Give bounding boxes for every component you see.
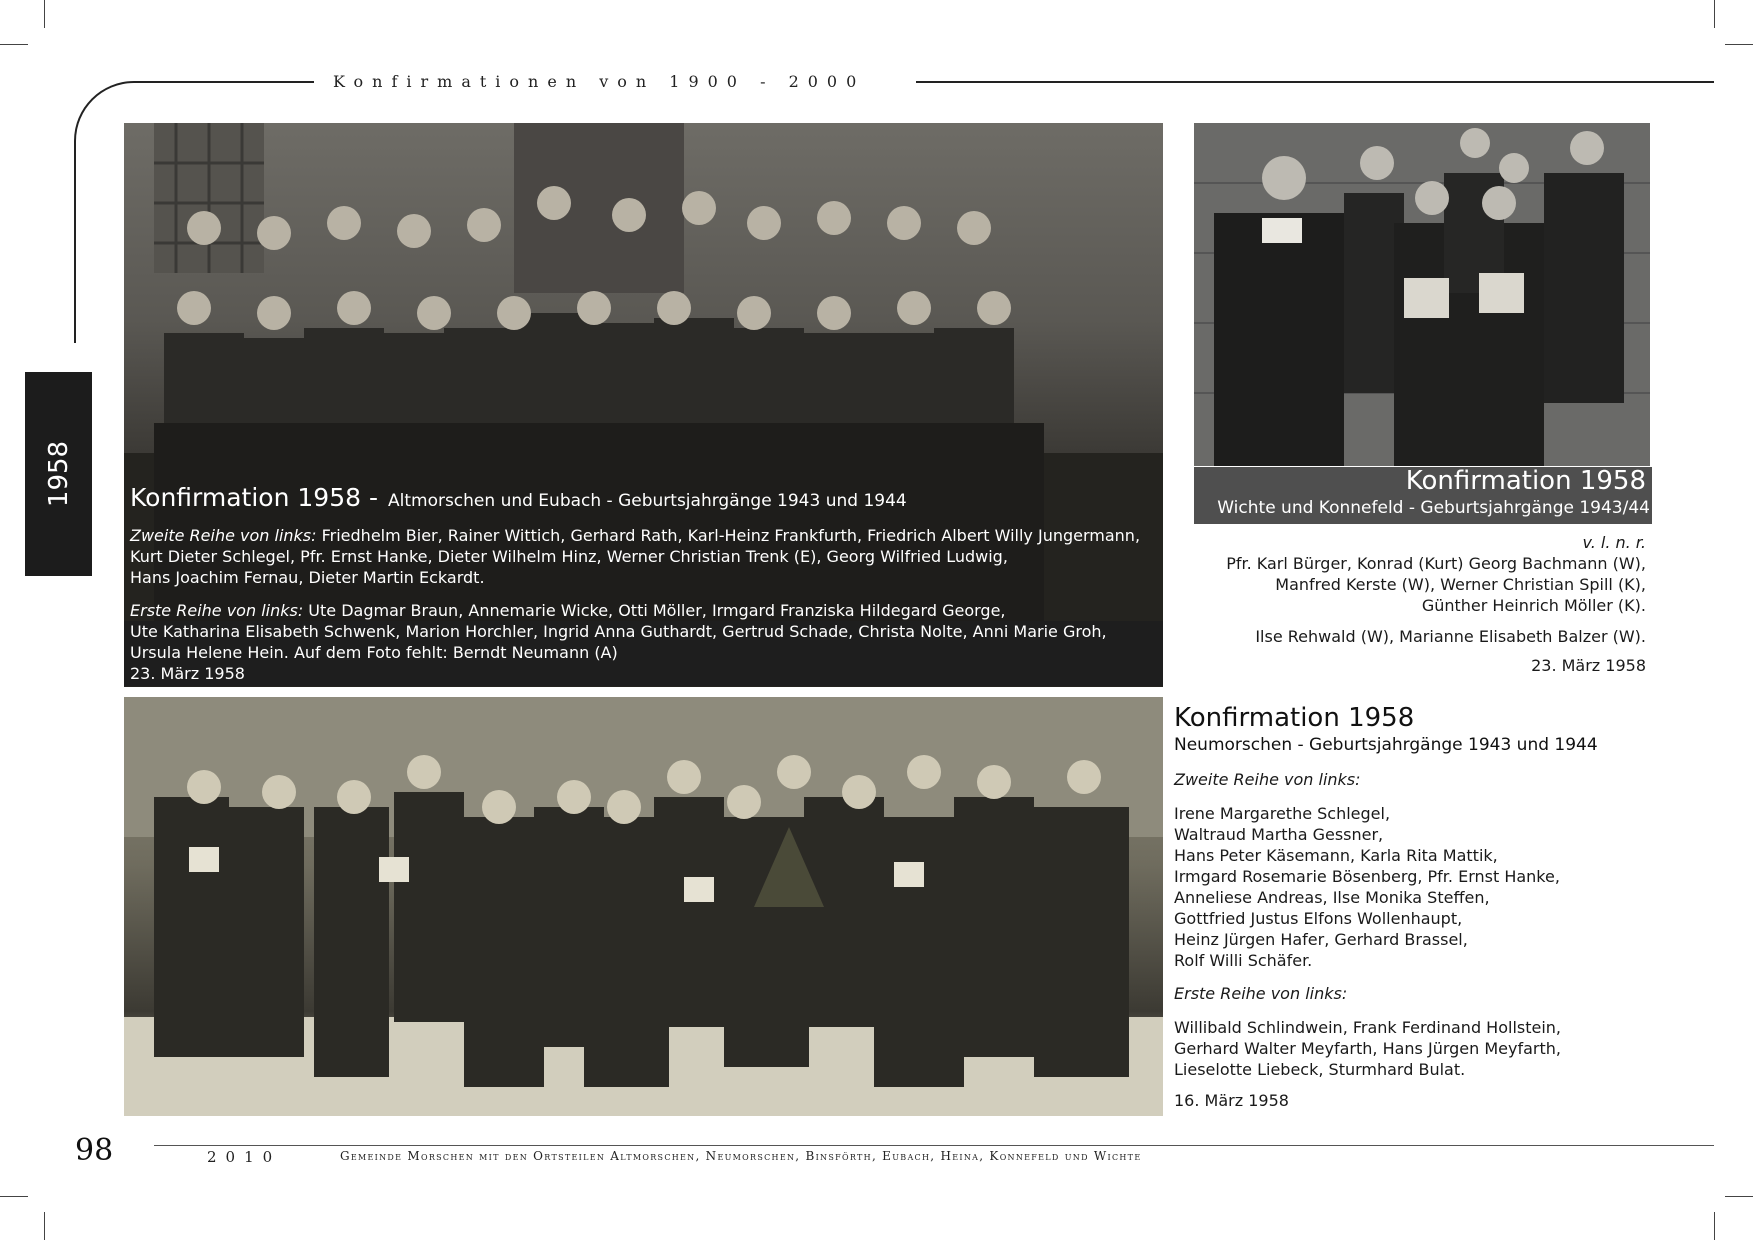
photo1-title: Konfirmation 1958 - — [130, 483, 378, 512]
photo1-first-row-label: Erste Reihe von links: — [130, 601, 304, 620]
photo2-vlnr — [1583, 532, 1646, 553]
photo2-names-b: Ilse Rehwald (W), Marianne Elisabeth Balzer (W). — [1255, 627, 1646, 646]
photo1-second-row-line: Hans Joachim Fernau, Dieter Martin Eckardt. — [130, 568, 485, 587]
photo2-subtitle: Wichte und Konnefeld - Geburtsjahrgänge 1943/44 — [1217, 498, 1650, 518]
photo2-names-line: Pfr. Karl Bürger, Konrad (Kurt) Georg Bachmann (W), — [1226, 554, 1646, 573]
crop-mark — [44, 1212, 45, 1240]
photo1-date: 23. März 1958 — [130, 664, 245, 683]
photo3-second-row-line: Irmgard Rosemarie Bösenberg, Pfr. Ernst Hanke, — [1174, 867, 1560, 886]
photo3-first-row-label-wrap — [1174, 983, 1347, 1004]
photo3-first-row-line: Lieselotte Liebeck, Sturmhard Bulat. — [1174, 1060, 1466, 1079]
header-title: Konfirmationen von 1900 - 2000 — [333, 72, 866, 91]
year-tab — [25, 372, 92, 576]
photo3-date: 16. März 1958 — [1174, 1091, 1289, 1110]
photo2-date: 23. März 1958 — [1531, 656, 1646, 675]
photo3-second-row-label: Zweite Reihe von links: — [1174, 770, 1361, 789]
photo3-second-row — [1174, 803, 1560, 971]
photo3-first-row-line: Willibald Schlindwein, Frank Ferdinand Hollstein, — [1174, 1018, 1562, 1037]
photo2-names-line: Günther Heinrich Möller (K). — [1421, 596, 1646, 615]
photo3-subtitle: Neumorschen - Geburtsjahrgänge 1943 und 1944 — [1174, 735, 1598, 755]
photo-neumorschen — [124, 697, 1163, 1116]
photo-neumorschen-graphic — [124, 697, 1163, 1116]
crop-mark — [1714, 1212, 1715, 1240]
photo1-second-row-label: Zweite Reihe von links: — [130, 526, 317, 545]
crop-mark — [1714, 0, 1715, 28]
photo2-names-a — [1226, 553, 1646, 616]
footer-year: 2010 — [207, 1148, 282, 1166]
photo1-second-row-line: Kurt Dieter Schlegel, Pfr. Ernst Hanke, Dieter Wilhelm Hinz, Werner Christian Trenk (E), Georg Wilfried Ludwig, — [130, 547, 1008, 566]
page-number: 98 — [75, 1133, 114, 1168]
photo1-first-row-line: Ursula Helene Hein. Auf dem Foto fehlt: Berndt Neumann (A) — [130, 643, 618, 662]
header-line-left — [140, 81, 314, 83]
photo3-second-row-line: Rolf Willi Schäfer. — [1174, 951, 1313, 970]
photo1-second-row — [130, 525, 1160, 588]
photo3-first-row-label: Erste Reihe von links: — [1174, 984, 1348, 1003]
photo1-subtitle: Altmorschen und Eubach - Geburtsjahrgänge 1943 und 1944 — [387, 491, 907, 511]
photo1-caption-title — [130, 483, 907, 512]
photo-wichte-konnefeld-graphic — [1194, 123, 1650, 466]
photo3-second-row-line: Heinz Jürgen Hafer, Gerhard Brassel, — [1174, 930, 1468, 949]
crop-mark — [1725, 1196, 1753, 1197]
footer-line — [154, 1145, 1714, 1146]
crop-mark — [44, 0, 45, 28]
photo3-first-row-line: Gerhard Walter Meyfarth, Hans Jürgen Meyfarth, — [1174, 1039, 1561, 1058]
footer-text: Gemeinde Morschen mit den Ortsteilen Altmorschen, Neumorschen, Binsförth, Eubach, Heina, Konnefeld und Wichte — [340, 1149, 1142, 1163]
photo3-second-row-line: Waltraud Martha Gessner, — [1174, 825, 1384, 844]
photo1-first-row — [130, 600, 1160, 684]
year-tab-label: 1958 — [43, 440, 74, 508]
crop-mark — [0, 44, 28, 45]
photo2-title: Konfirmation 1958 — [1405, 466, 1646, 496]
photo3-second-row-line: Irene Margarethe Schlegel, — [1174, 804, 1391, 823]
photo3-title: Konfirmation 1958 — [1174, 703, 1415, 733]
photo3-first-row — [1174, 1017, 1561, 1080]
photo2-vlnr-label: v. l. n. r. — [1582, 533, 1646, 552]
photo3-second-row-label-wrap — [1174, 769, 1361, 790]
header-line-right — [916, 81, 1714, 83]
photo3-second-row-line: Anneliese Andreas, Ilse Monika Steffen, — [1174, 888, 1490, 907]
photo-wichte-konnefeld — [1194, 123, 1650, 466]
crop-mark — [0, 1196, 28, 1197]
photo1-first-row-line: Ute Katharina Elisabeth Schwenk, Marion Horchler, Ingrid Anna Guthardt, Gertrud Schade, Christa Nolte, Anni Marie Groh, — [130, 622, 1107, 641]
crop-mark — [1725, 44, 1753, 45]
photo3-second-row-line: Gottfried Justus Elfons Wollenhaupt, — [1174, 909, 1463, 928]
photo1-second-row-line: Friedhelm Bier, Rainer Wittich, Gerhard Rath, Karl-Heinz Frankfurth, Friedrich Albert Willy Jungermann, — [316, 526, 1141, 545]
photo1-first-row-line: Ute Dagmar Braun, Annemarie Wicke, Otti Möller, Irmgard Franziska Hildegard George, — [303, 601, 1006, 620]
photo3-second-row-line: Hans Peter Käsemann, Karla Rita Mattik, — [1174, 846, 1498, 865]
photo2-names-line: Manfred Kerste (W), Werner Christian Spill (K), — [1275, 575, 1646, 594]
